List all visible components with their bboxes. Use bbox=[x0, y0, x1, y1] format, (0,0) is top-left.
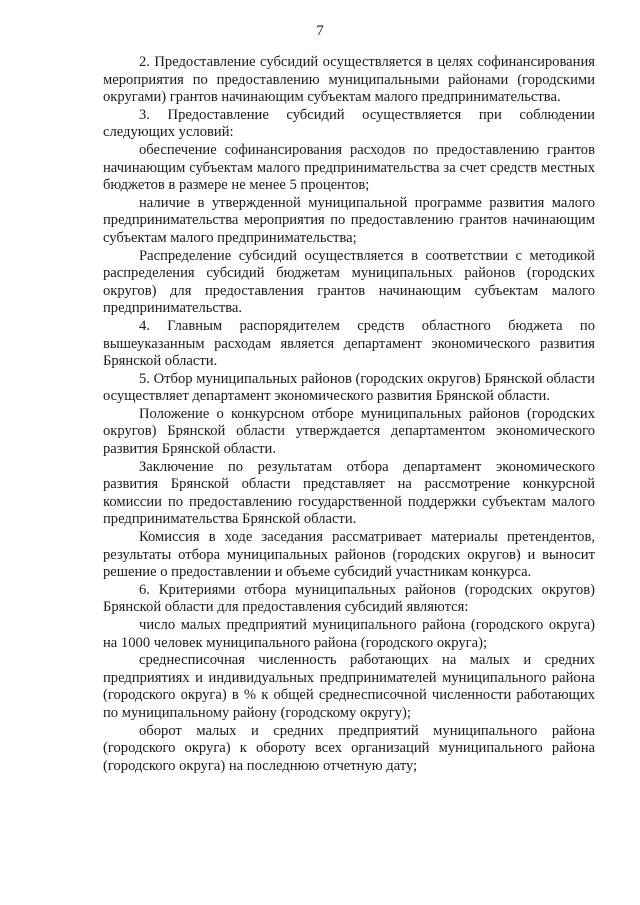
condition-municipal-program: наличие в утвержденной муниципальной программе развития малого предпринимательства мероприятия по предоставлению грантов начинающим субъектам малого предпринимательства; bbox=[103, 194, 595, 246]
document-body bbox=[103, 54, 595, 775]
paragraph-2-purpose: 2. Предоставление субсидий осуществляется в целях софинансирования мероприятия по предоставлению муниципальными районами (городскими округами) грантов начинающим субъектам малого предпринимательства. bbox=[103, 54, 595, 106]
paragraph-6-criteria: 6. Критериями отбора муниципальных районов (городских округов) Брянской области для предоставления субсидий являются: bbox=[103, 581, 595, 616]
paragraph-selection-conclusion: Заключение по результатам отбора департамент экономического развития Брянской области представляет на рассмотрение конкурсной комиссии по предоставлению государственной поддержки субъектам малого предпринимательства Брянской области. bbox=[103, 458, 595, 528]
criterion-employment: среднесписочная численность работающих на малых и средних предприятиях и индивидуальных предпринимателей муниципального района (городского округа) в % к общей среднесписочной численности работающих по муниципальному району (городскому округу); bbox=[103, 652, 595, 721]
paragraph-3-conditions: 3. Предоставление субсидий осуществляется при соблюдении следующих условий: bbox=[103, 106, 595, 141]
paragraph-commission: Комиссия в ходе заседания рассматривает материалы претендентов, результаты отбора муниципальных районов (городских округов) и выносит решение о предоставлении и объеме субсидий участникам конкурса. bbox=[103, 529, 595, 581]
paragraph-5-selection: 5. Отбор муниципальных районов (городских округов) Брянской области осуществляет департамент экономического развития Брянской области. bbox=[103, 370, 595, 405]
paragraph-selection-regulation: Положение о конкурсном отборе муниципальных районов (городских округов) Брянской области утверждается департаментом экономического развития Брянской области. bbox=[103, 405, 595, 458]
criterion-turnover: оборот малых и средних предприятий муниципального района (городского округа) к обороту всех организаций муниципального района (городского округа) на последнюю отчетную дату; bbox=[103, 722, 595, 774]
criterion-small-enterprises: число малых предприятий муниципального района (городского округа) на 1000 человек муниципального района (городского округа); bbox=[103, 617, 595, 651]
condition-cofinancing: обеспечение софинансирования расходов по предоставлению грантов начинающим субъектам малого предпринимательства за счет средств местных бюджетов в размере не менее 5 процентов; bbox=[103, 141, 595, 194]
paragraph-distribution-method: Распределение субсидий осуществляется в соответствии с методикой распределения субсидий бюджетам муниципальных районов (городских округов) для предоставления грантов начинающим субъектам малого предпринимательства. bbox=[103, 247, 595, 317]
paragraph-4-main-manager: 4. Главным распорядителем средств областного бюджета по вышеуказанным расходам является департамент экономического развития Брянской области. bbox=[103, 317, 595, 370]
page-number: 7 bbox=[316, 23, 324, 39]
